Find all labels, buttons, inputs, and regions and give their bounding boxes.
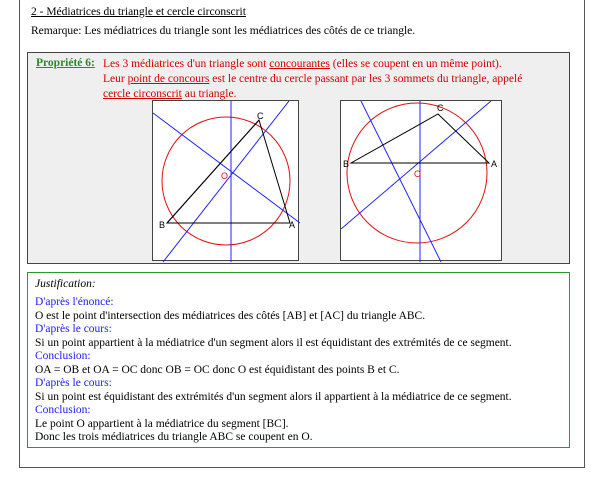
figure-1-svg [153,101,300,262]
property-text-cercle-circonscrit: cercle circonscrit [103,88,182,100]
figure-2-svg [341,101,503,262]
justification-title: Justification: [35,278,96,290]
property-label: Propriété 6: [36,57,95,69]
vertex-label-2-a: A [491,159,498,169]
mediatrix-1b [153,113,300,223]
mediatrix-2c [341,101,491,229]
vertex-label-1-a: A [289,220,296,230]
vertex-label-1-b: B [159,220,166,230]
justification-box [27,272,570,448]
justification-line: OA = OB et OA = OC donc OB = OC donc O est équidistant des points B et C. [35,363,400,376]
mediatrix-2b [361,101,441,262]
justification-line: Si un point appartient à la médiatrice d'un segment alors il est équidistant des extrémités de ce segment. [35,336,512,349]
justification-line: Conclusion: [35,404,91,416]
justification-line: Conclusion: [35,350,91,362]
property-text-f: est le centre du cercle passant par les 3 sommets du triangle, appelé [209,73,523,85]
figure-acute-triangle [152,100,299,261]
figure-obtuse-triangle [340,100,502,261]
property-text-d: Leur [103,73,128,85]
property-text-h: au triangle. [181,88,237,100]
justification-line: Le point O appartient à la médiatrice du segment [BC]. [35,417,289,430]
property-text-point-de-concours: point de concours [127,73,210,85]
property-text-c: (elles se coupent en un même point). [329,58,502,70]
justification-line: D'après l'énoncé: [35,296,114,308]
vertex-label-2-b: B [343,159,350,169]
justification-line: D'après le cours: [35,377,112,389]
remark-text: Remarque: Les médiatrices du triangle sont les médiatrices des côtés de ce triangle. [31,25,416,37]
section-title: 2 - Médiatrices du triangle et cercle circonscrit [31,6,246,18]
vertex-label-2-c: C [437,103,444,113]
center-label-2: O [414,169,422,179]
justification-line: Si un point est équidistant des extrémités d'un segment alors il appartient à la médiatrice de ce segment. [35,390,512,403]
mediatrix-1c [163,101,289,262]
property-text-a: Les 3 médiatrices d'un triangle sont [103,58,270,70]
justification-line: D'après le cours: [35,323,112,335]
property-text-concourantes: concourantes [269,58,330,70]
justification-line: O est le point d'intersection des médiatrices des côtés [AB] et [AC] du triangle ABC. [35,309,426,322]
vertex-label-1-c: C [257,111,264,121]
justification-line: Donc les trois médiatrices du triangle ABC se coupent en O. [35,431,313,443]
property-text [103,57,563,102]
center-label-1: O [221,171,229,181]
